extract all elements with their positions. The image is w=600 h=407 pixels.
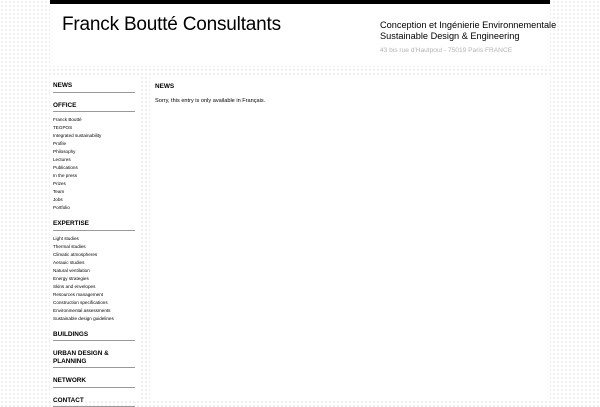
nav-buildings-link[interactable]: BUILDINGS (53, 326, 135, 342)
expertise-item-thermal-studies[interactable]: Thermal studies (53, 243, 135, 251)
office-item-team[interactable]: Team (53, 188, 135, 196)
office-item-lectures[interactable]: Lectures (53, 156, 135, 164)
nav-office-link[interactable]: OFFICE (53, 97, 135, 113)
expertise-item-natural-ventilation[interactable]: Natural ventilation (53, 267, 135, 275)
nav-network-link[interactable]: NETWORK (53, 372, 135, 388)
office-item-in-the-press[interactable]: In the press (53, 172, 135, 180)
nav-news-link[interactable]: NEWS (53, 77, 135, 93)
nav-expertise-link[interactable]: EXPERTISE (53, 215, 135, 231)
office-item-publications[interactable]: Publications (53, 164, 135, 172)
site-tagline (380, 20, 556, 42)
office-item-profile[interactable]: Profile (53, 140, 135, 148)
tagline-english: Sustainable Design & Engineering (380, 31, 556, 42)
expertise-item-aerauic-studies[interactable]: Aerauic studies (53, 259, 135, 267)
office-item-philosophy[interactable]: Philosophy (53, 148, 135, 156)
office-item-jobs[interactable]: Jobs (53, 196, 135, 204)
nav-section-contact (53, 392, 135, 407)
nav-section-office (53, 97, 135, 213)
nav-section-news (53, 77, 135, 93)
site-header (50, 4, 550, 66)
nav-section-expertise (53, 215, 135, 323)
expertise-item-environmental-assessments[interactable]: Environmental assessments (53, 307, 135, 315)
office-item-portfolio[interactable]: Portfolio (53, 204, 135, 212)
expertise-item-climatic-atmospheres[interactable]: Climatic atmospheres (53, 251, 135, 259)
nav-section-buildings (53, 326, 135, 342)
nav-section-urban (53, 345, 135, 368)
office-item-franck-boutte[interactable]: Franck Boutté (53, 116, 135, 124)
nav-section-network (53, 372, 135, 388)
expertise-sub-list (53, 235, 135, 323)
office-sub-list (53, 116, 135, 212)
office-item-prizes[interactable]: Prizes (53, 180, 135, 188)
expertise-item-resources-management[interactable]: Resources management (53, 291, 135, 299)
language-notice: Sorry, this entry is only available in Français. (155, 98, 265, 104)
office-item-tegpos[interactable]: TEGPOS (53, 124, 135, 132)
expertise-item-construction-specifications[interactable]: Construction specifications (53, 299, 135, 307)
expertise-item-light-studies[interactable]: Light studies (53, 235, 135, 243)
page-title: NEWS (155, 83, 174, 90)
nav-contact-link[interactable]: CONTACT (53, 392, 135, 407)
tagline-french: Conception et Ingénierie Environnementale (380, 20, 556, 31)
nav-urban-design-link[interactable]: URBAN DESIGN & PLANNING (53, 345, 135, 368)
expertise-item-sustainable-design-guidelines[interactable]: Sustainable design guidelines (53, 315, 135, 323)
office-address: 43 bis rue d'Hautpoul - 75019 Paris FRANCE (380, 47, 512, 54)
sidebar-nav (50, 77, 139, 400)
expertise-item-energy-strategies[interactable]: Energy strategies (53, 275, 135, 283)
site-title[interactable]: Franck Boutté Consultants (62, 14, 281, 36)
office-item-integrated-sustainability[interactable]: Integrated sustainability (53, 132, 135, 140)
expertise-item-skins-and-envelopes[interactable]: Skins and envelopes (53, 283, 135, 291)
main-content (150, 77, 550, 400)
